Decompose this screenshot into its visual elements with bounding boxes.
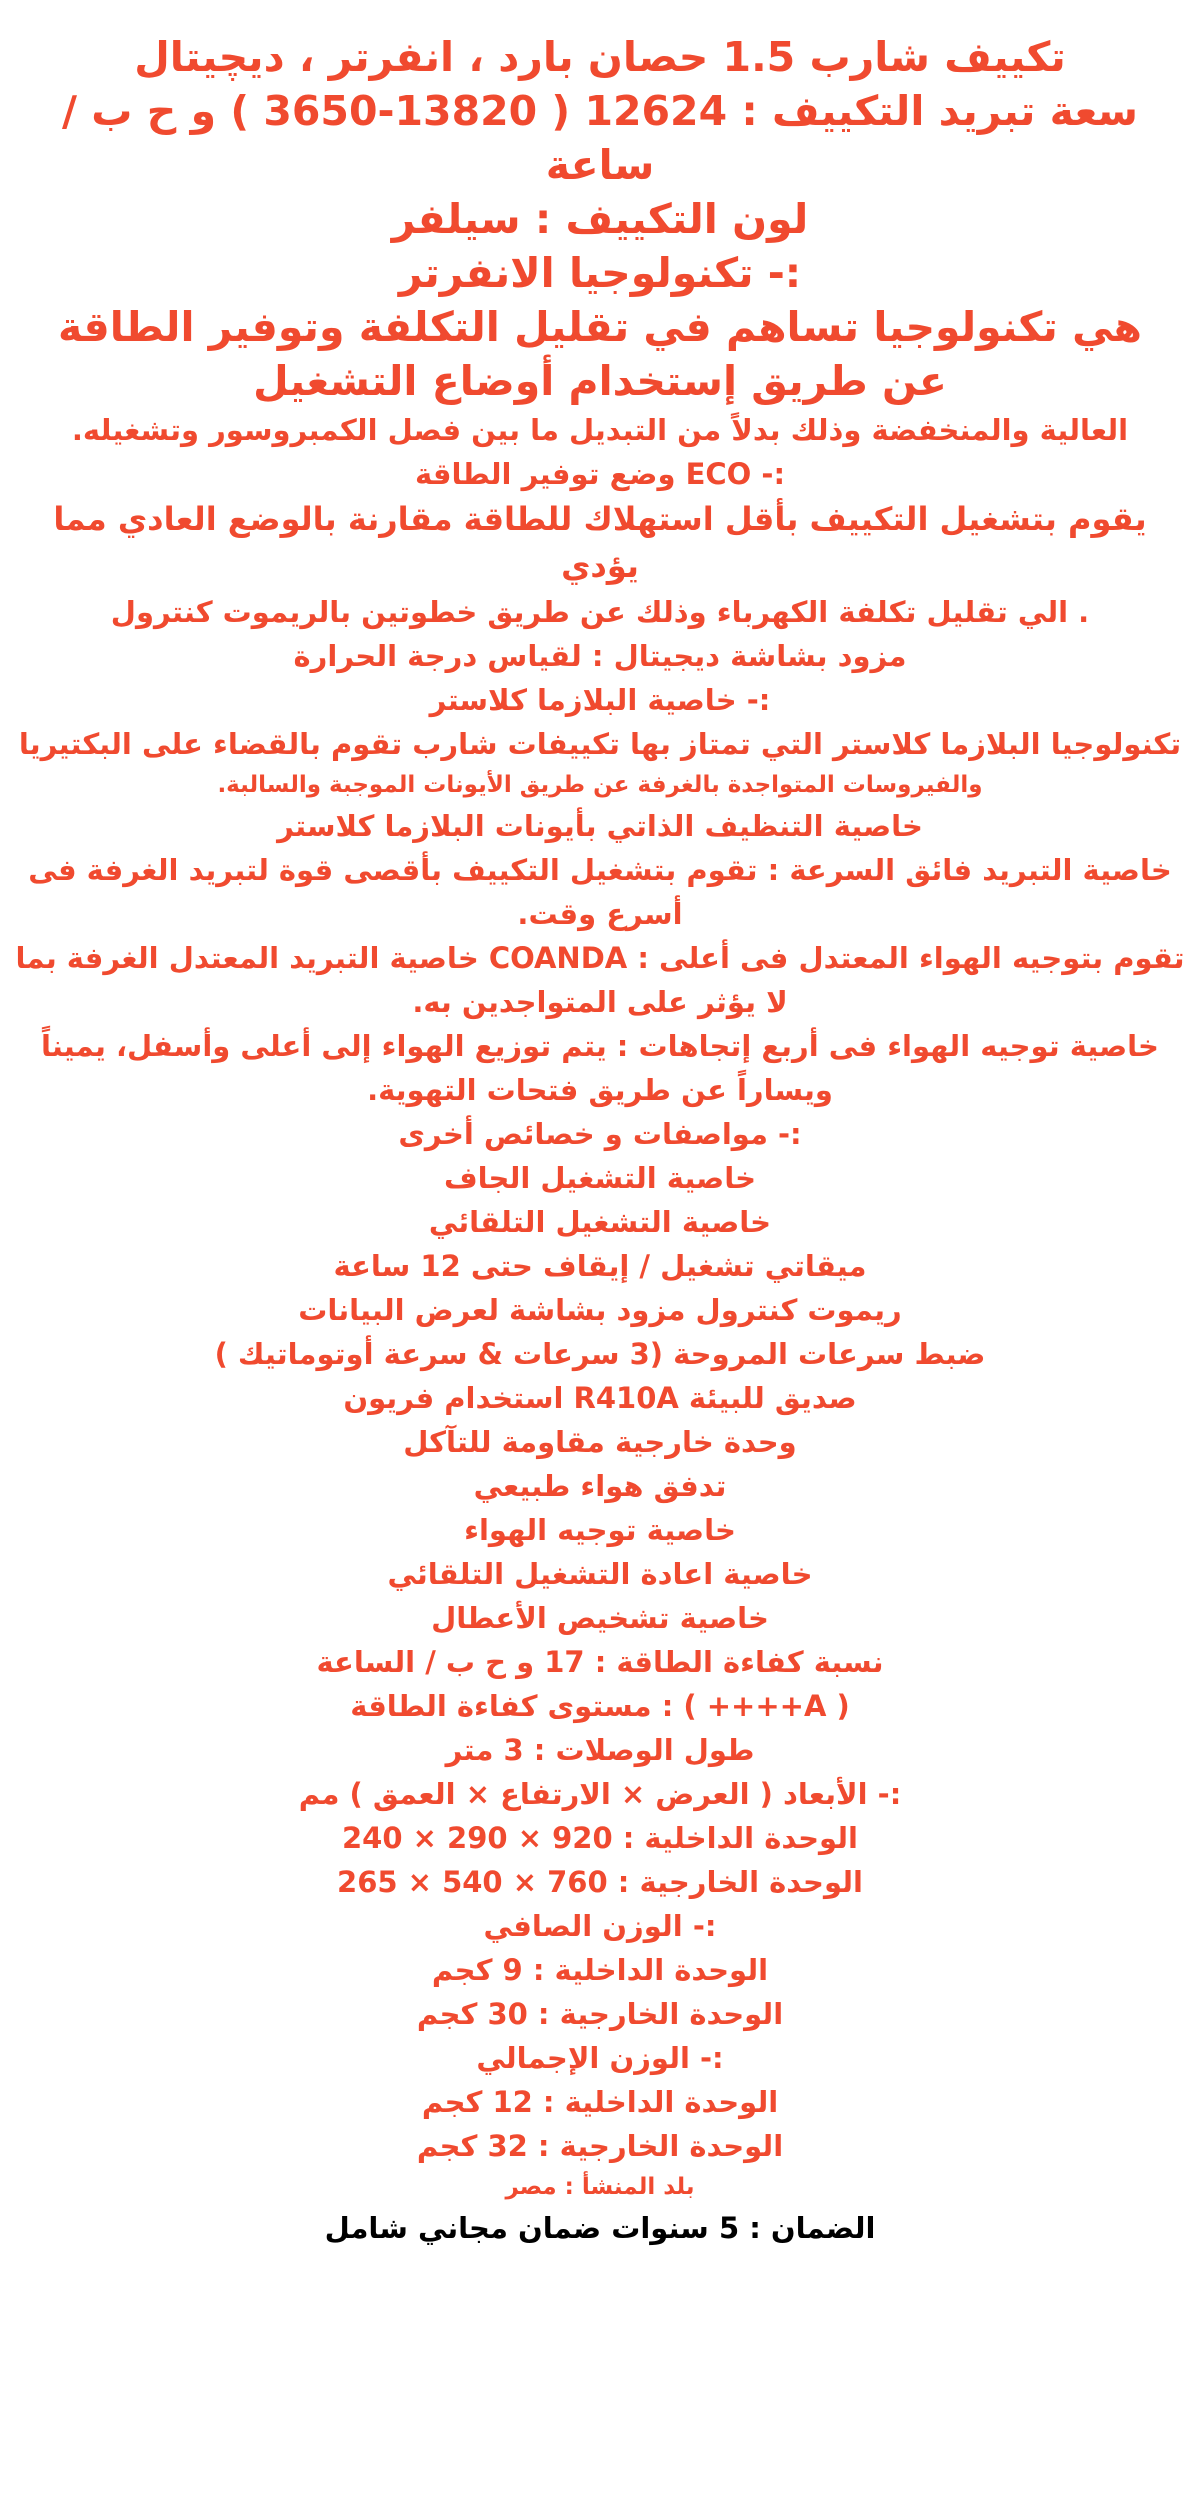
spec-natural-airflow: تدفق هواء طبيعي xyxy=(473,1469,727,1503)
turbo-cooling: خاصية التبريد فائق السرعة : تقوم بتشغيل التكييف بأقصى قوة لتبريد الغرفة فى أسرع وقت. xyxy=(28,853,1172,931)
country-of-origin: بلد المنشأ : مصر xyxy=(505,2174,695,2200)
spec-efficiency-ratio: نسبة كفاءة الطاقة : 17 و ح ب / الساعة xyxy=(316,1645,884,1679)
inverter-desc-3: العالية والمنخفضة وذلك بدلاً من التبديل ما بين فصل الكمبروسور وتشغيله. xyxy=(71,413,1129,447)
spec-diagnosis: خاصية تشخيص الأعطال xyxy=(431,1601,769,1635)
plasma-heading: :- خاصية البلازما كلاستر xyxy=(429,683,771,717)
net-weight-indoor: الوحدة الداخلية : 9 كجم xyxy=(431,1953,769,1987)
net-weight-heading: :- الوزن الصافي xyxy=(483,1909,717,1943)
spec-corrosion: وحدة خارجية مقاومة للتآكل xyxy=(403,1425,797,1459)
dimensions-indoor: الوحدة الداخلية : 920 × 290 × 240 xyxy=(342,1821,858,1855)
eco-desc-1: يقوم بتشغيل التكييف بأقل استهلاك للطاقة مقارنة بالوضع العادي مما يؤدي xyxy=(53,500,1147,585)
spec-fan-speeds: ضبط سرعات المروحة (3 سرعات & سرعة أوتوماتيك ) xyxy=(214,1337,986,1371)
spec-dry-mode: خاصية التشغيل الجاف xyxy=(443,1161,756,1195)
spec-air-direction: خاصية توجيه الهواء xyxy=(464,1513,736,1547)
spec-refrigerant: صديق للبيئة R410A استخدام فريون xyxy=(343,1381,857,1415)
coanda-cooling: تقوم بتوجيه الهواء المعتدل فى أعلى : COANDA خاصية التبريد المعتدل الغرفة بما لا يؤثر على المتواجدين به. xyxy=(15,941,1185,1019)
spec-timer: ميقاتي تشغيل / إيقاف حتى 12 ساعة xyxy=(333,1249,867,1283)
plasma-desc-1: تكنولوجيا البلازما كلاستر التي تمتاز بها تكييفات شارب تقوم بالقضاء على البكتيريا xyxy=(18,727,1182,761)
spec-efficiency-level: ( A++++ ) : مستوى كفاءة الطاقة xyxy=(350,1689,850,1723)
color-spec: لون التكييف : سيلفر xyxy=(391,195,809,243)
eco-heading: :- ECO وضع توفير الطاقة xyxy=(414,457,786,491)
dimensions-outdoor: الوحدة الخارجية : 760 × 540 × 265 xyxy=(337,1865,863,1899)
inverter-desc-1: هي تكنولوجيا تساهم في تقليل التكلفة وتوفير الطاقة xyxy=(58,303,1142,351)
spec-auto-restart: خاصية اعادة التشغيل التلقائي xyxy=(387,1557,813,1591)
digital-display: مزود بشاشة ديجيتال : لقياس درجة الحرارة xyxy=(293,639,907,673)
plasma-desc-2: والفيروسات المتواجدة بالغرفة عن طريق الأيونات الموجبة والسالبة. xyxy=(217,772,983,798)
gross-weight-heading: :- الوزن الإجمالي xyxy=(476,2041,724,2075)
warranty: الضمان : 5 سنوات ضمان مجاني شامل xyxy=(324,2211,876,2245)
spec-remote: ريموت كنترول مزود بشاشة لعرض البيانات xyxy=(298,1293,902,1327)
spec-auto-mode: خاصية التشغيل التلقائي xyxy=(428,1205,772,1239)
inverter-heading: :- تكنولوجيا الانفرتر xyxy=(398,249,802,297)
product-title: تكييف شارب 1.5 حصان بارد ، انفرتر ، ديچيتال xyxy=(134,33,1066,81)
spec-pipe-length: طول الوصلات : 3 متر xyxy=(445,1733,755,1767)
dimensions-heading: :- الأبعاد ( العرض × الارتفاع × العمق ) مم xyxy=(298,1777,902,1811)
cooling-capacity: سعة تبريد التكييف : 12624 ( 13820-3650 ) و ح ب / ساعة xyxy=(62,87,1138,189)
four-way-airflow: خاصية توجيه الهواء فى أربع إتجاهات : يتم توزيع الهواء إلى أعلى وأسفل، يميناً ويساراً عن طريق فتحات التهوية. xyxy=(41,1029,1159,1107)
other-specs-heading: :- مواصفات و خصائص أخرى xyxy=(398,1117,802,1151)
gross-weight-outdoor: الوحدة الخارجية : 32 كجم xyxy=(416,2129,784,2163)
net-weight-outdoor: الوحدة الخارجية : 30 كجم xyxy=(416,1997,784,2031)
gross-weight-indoor: الوحدة الداخلية : 12 كجم xyxy=(421,2085,779,2119)
inverter-desc-2: عن طريق إستخدام أوضاع التشغيل xyxy=(253,357,947,405)
eco-desc-2: . الي تقليل تكلفة الكهرباء وذلك عن طريق خطوتين بالريموت كنترول xyxy=(110,595,1090,629)
self-clean: خاصية التنظيف الذاتي بأيونات البلازما كلاستر xyxy=(277,809,923,843)
